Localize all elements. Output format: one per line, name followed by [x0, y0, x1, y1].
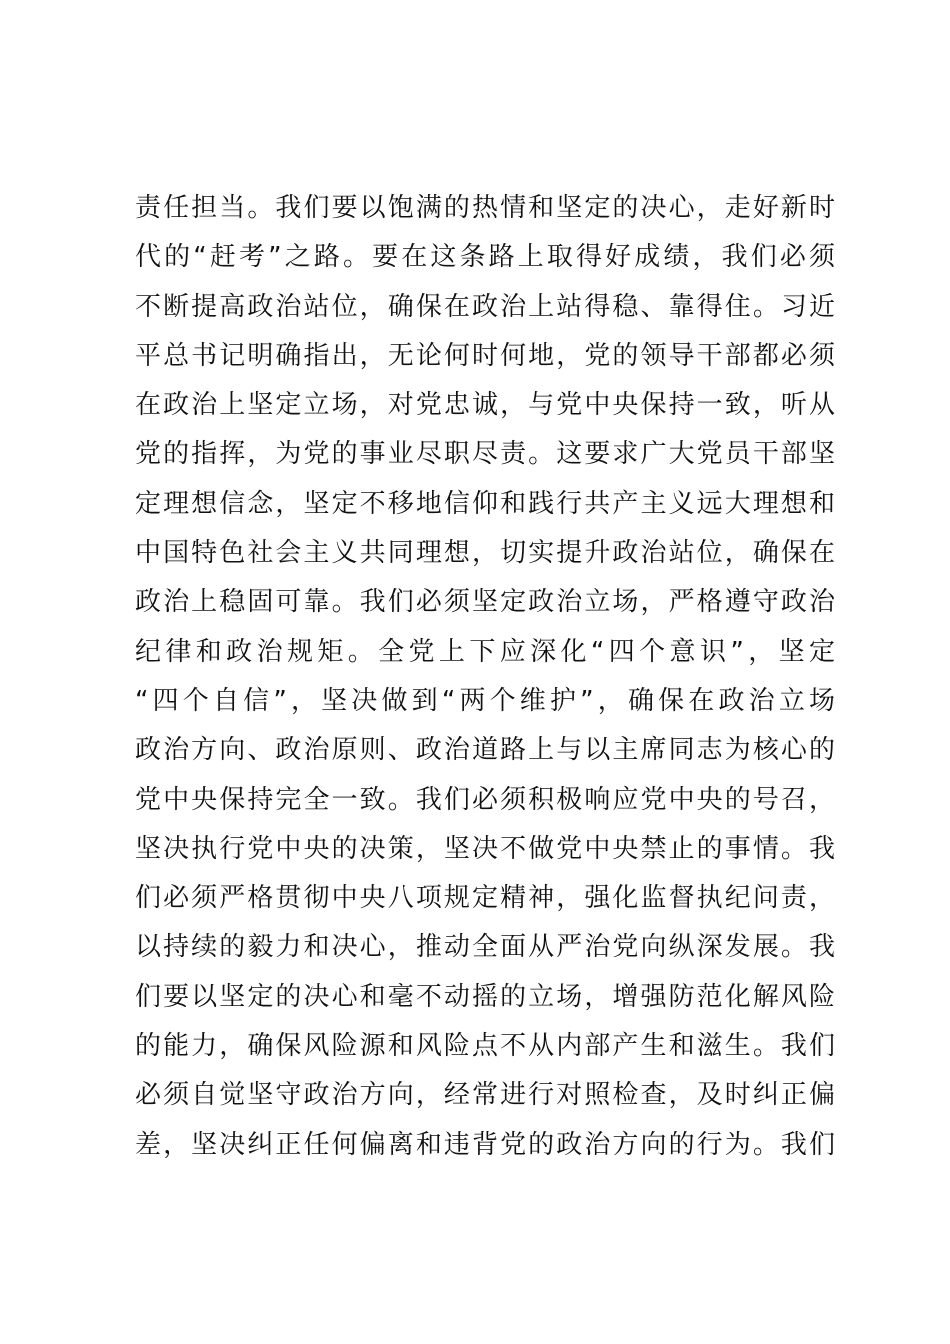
text-line: 的能力，确保风险源和风险点不从内部产生和滋生。我们 — [135, 1031, 835, 1062]
text-line: 责任担当。我们要以饱满的热情和坚定的决心，走好新时 — [135, 193, 835, 223]
text-line: 中国特色社会主义共同理想，切实提升政治站位，确保在 — [135, 538, 835, 569]
text-line: 党的指挥，为党的事业尽职尽责。这要求广大党员干部坚 — [135, 439, 835, 470]
text-line: 们要以坚定的决心和毫不动摇的立场，增强防范化解风险 — [135, 981, 835, 1012]
text-line: 党中央保持完全一致。我们必须积极响应党中央的号召， — [135, 784, 835, 815]
text-line: 不断提高政治站位，确保在政治上站得稳、靠得住。习近 — [135, 291, 835, 322]
text-line: 定理想信念，坚定不移地信仰和践行共产主义远大理想和 — [135, 488, 835, 519]
text-line: 差，坚决纠正任何偏离和违背党的政治方向的行为。我们 — [135, 1129, 835, 1160]
text-line: 坚决执行党中央的决策，坚决不做党中央禁止的事情。我 — [135, 833, 835, 864]
text-line: 平总书记明确指出，无论何时何地，党的领导干部都必须 — [135, 340, 835, 371]
text-line: 以持续的毅力和决心，推动全面从严治党向纵深发展。我 — [135, 932, 835, 963]
text-line: “四个自信”，坚决做到“两个维护”，确保在政治立场 — [135, 685, 835, 716]
text-line: 们必须严格贯彻中央八项规定精神，强化监督执纪问责， — [135, 883, 835, 914]
body-text — [135, 184, 835, 1170]
text-line: 纪律和政治规矩。全党上下应深化“四个意识”，坚定 — [135, 636, 835, 667]
text-line: 代的“赶考”之路。要在这条路上取得好成绩，我们必须 — [135, 242, 835, 273]
text-line: 在政治上坚定立场，对党忠诚，与党中央保持一致，听从 — [135, 390, 835, 421]
text-line: 政治上稳固可靠。我们必须坚定政治立场，严格遵守政治 — [135, 587, 835, 618]
text-line: 政治方向、政治原则、政治道路上与以主席同志为核心的 — [135, 735, 835, 766]
text-line: 必须自觉坚守政治方向，经常进行对照检查，及时纠正偏 — [135, 1080, 835, 1111]
